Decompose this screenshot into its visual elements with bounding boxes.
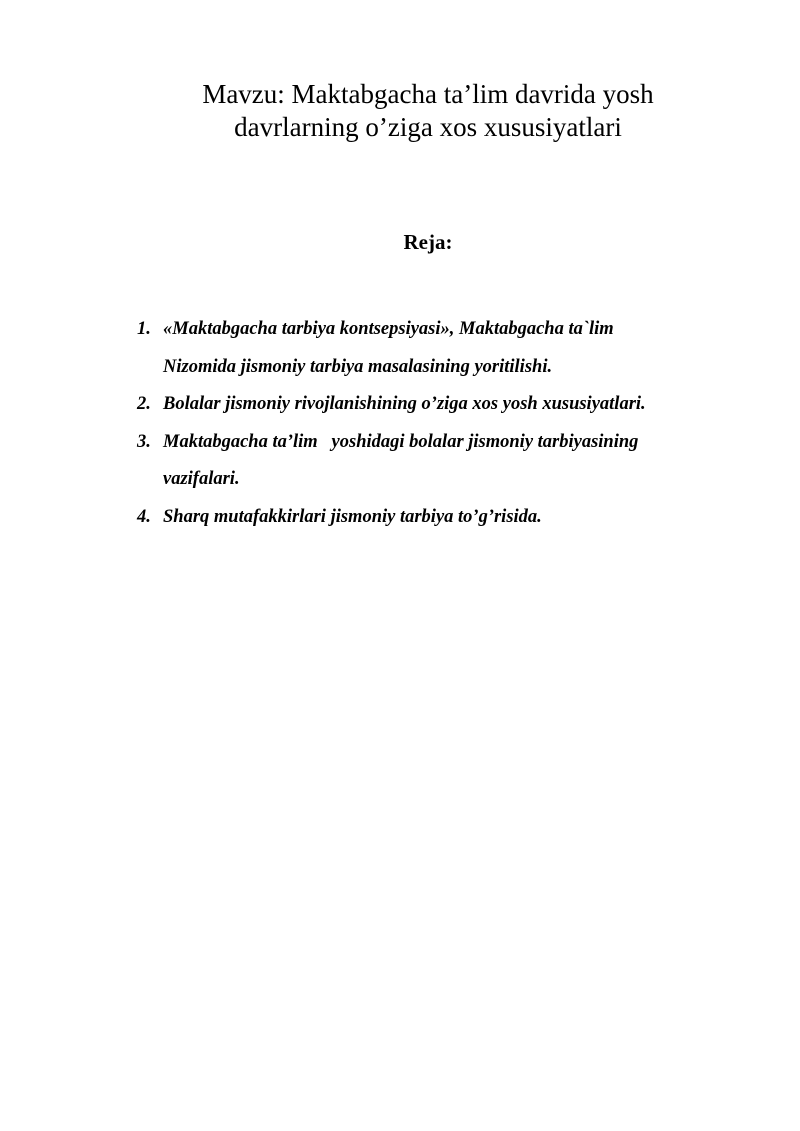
plan-item-text [163, 311, 737, 386]
plan-item-4 [137, 499, 737, 537]
plan-item-line: Sharq mutafakkirlari jismoniy tarbiya to’g’risida. [163, 506, 542, 527]
plan-item-number: 1. [137, 319, 151, 339]
plan-item-line: vazifalari. [163, 469, 240, 489]
plan-list [137, 311, 737, 536]
plan-item-text [163, 386, 737, 424]
plan-item-line: «Maktabgacha tarbiya kontsepsiyasi», Maktabgacha ta`lim [163, 319, 614, 339]
plan-item-3 [137, 424, 737, 499]
plan-item-line: Bolalar jismoniy rivojlanishining o’ziga xos yosh xususiyatlari. [163, 394, 646, 414]
plan-item-line: Maktabgacha ta’lim yoshidagi bolalar jismoniy tarbiyasining [163, 431, 639, 452]
title-line-2: davrlarning o’ziga xos xususiyatlari [234, 112, 622, 142]
plan-item-number: 3. [137, 431, 151, 452]
document-title [100, 78, 756, 144]
plan-item-1 [137, 311, 737, 386]
plan-item-text [163, 499, 737, 537]
plan-item-number: 4. [137, 506, 151, 527]
plan-item-2 [137, 386, 737, 424]
plan-heading: Reja: [403, 230, 453, 254]
title-line-1: Mavzu: Maktabgacha ta’lim davrida yosh [202, 79, 654, 109]
plan-item-text [163, 424, 737, 499]
plan-item-line: Nizomida jismoniy tarbiya masalasining yoritilishi. [163, 356, 553, 377]
plan-item-number: 2. [137, 394, 151, 414]
